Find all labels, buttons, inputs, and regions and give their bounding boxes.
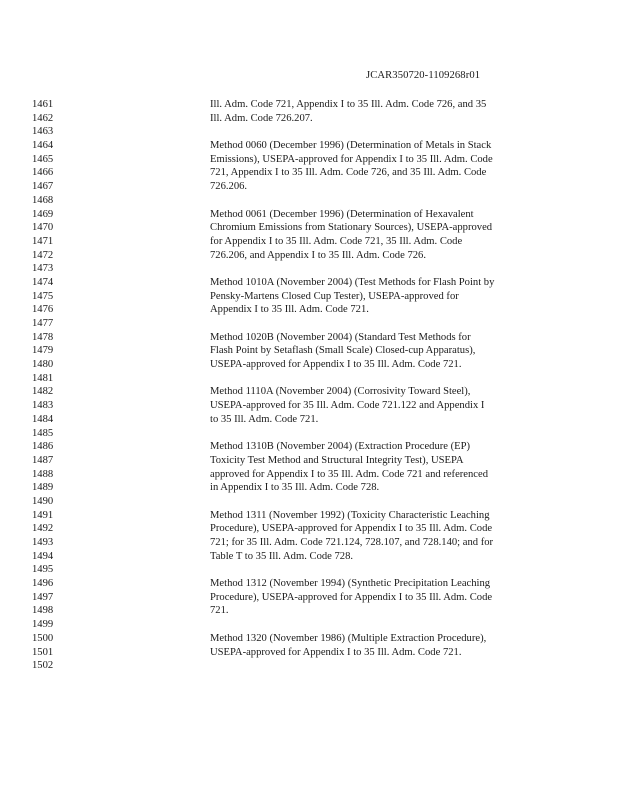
- line-number: 1497: [32, 591, 54, 603]
- line-text: Table T to 35 Ill. Adm. Code 728.: [210, 550, 354, 562]
- document-line: [0, 495, 618, 509]
- line-text: Method 1320 (November 1986) (Multiple Extraction Procedure),: [210, 632, 487, 644]
- line-text: 721; for 35 Ill. Adm. Code 721.124, 728.107, and 728.140; and for: [210, 537, 494, 548]
- line-number: 1462: [32, 112, 54, 124]
- document-line: [0, 427, 618, 441]
- line-text: 726.206.: [210, 181, 248, 193]
- document-line: [0, 646, 618, 660]
- document-line: [0, 659, 618, 673]
- line-number: 1486: [32, 441, 54, 453]
- line-number: 1463: [32, 126, 54, 138]
- document-line: [0, 249, 618, 263]
- line-text: 721.: [210, 605, 229, 617]
- line-number: 1496: [32, 578, 54, 590]
- line-text: Method 1110A (November 2004) (Corrosivity Toward Steel),: [210, 386, 471, 398]
- document-line: [0, 454, 618, 468]
- line-text: Toxicity Test Method and Structural Integrity Test), USEPA: [210, 454, 464, 466]
- line-text: to 35 Ill. Adm. Code 721.: [210, 413, 319, 425]
- line-number: 1485: [32, 427, 54, 439]
- line-text: Method 0060 (December 1996) (Determination of Metals in Stack: [210, 140, 492, 152]
- line-number: 1481: [32, 372, 54, 384]
- line-number: 1465: [32, 153, 54, 165]
- document-line: [0, 221, 618, 235]
- document-line: [0, 153, 618, 167]
- line-number: 1472: [32, 249, 54, 261]
- document-line: [0, 385, 618, 399]
- document-line: [0, 331, 618, 345]
- line-text: in Appendix I to 35 Ill. Adm. Code 728.: [210, 482, 380, 494]
- line-number: 1477: [32, 318, 54, 329]
- document-line: [0, 290, 618, 304]
- document-line: [0, 194, 618, 208]
- line-text: Flash Point by Setaflash (Small Scale) Closed-cup Apparatus),: [210, 345, 476, 357]
- document-line: [0, 303, 618, 317]
- line-number: 1502: [32, 660, 54, 672]
- line-number: 1501: [32, 646, 54, 658]
- line-number: 1474: [32, 276, 54, 288]
- line-number: 1473: [32, 263, 54, 275]
- line-number: 1478: [32, 331, 54, 343]
- document-line: [0, 536, 618, 550]
- line-number: 1480: [32, 359, 54, 371]
- line-text: USEPA-approved for Appendix I to 35 Ill. Adm. Code 721.: [210, 646, 462, 658]
- line-text: Method 1311 (November 1992) (Toxicity Characteristic Leaching: [210, 509, 490, 521]
- document-line: [0, 372, 618, 386]
- line-number: 1461: [32, 99, 54, 110]
- line-text: Ill. Adm. Code 721, Appendix I to 35 Ill. Adm. Code 726, and 35: [210, 99, 487, 110]
- line-number: 1468: [32, 194, 54, 206]
- document-line: [0, 98, 618, 112]
- line-number: 1487: [32, 454, 54, 466]
- line-text: for Appendix I to 35 Ill. Adm. Code 721, 35 Ill. Adm. Code: [210, 235, 463, 247]
- document-line: [0, 413, 618, 427]
- document-line: [0, 563, 618, 577]
- document-line: [0, 180, 618, 194]
- line-text: approved for Appendix I to 35 Ill. Adm. Code 721 and referenced: [210, 468, 489, 480]
- line-text: Pensky-Martens Closed Cup Tester), USEPA-approved for: [210, 290, 459, 302]
- line-text: Method 1010A (November 2004) (Test Methods for Flash Point by: [210, 276, 495, 288]
- line-text: Procedure), USEPA-approved for Appendix I to 35 Ill. Adm. Code: [210, 523, 493, 535]
- numbered-lines: [0, 98, 618, 673]
- document-line: [0, 550, 618, 564]
- document-line: [0, 481, 618, 495]
- line-number: 1484: [32, 413, 54, 425]
- line-number: 1466: [32, 167, 54, 179]
- document-line: [0, 276, 618, 290]
- document-line: [0, 125, 618, 139]
- document-line: [0, 440, 618, 454]
- document-line: [0, 235, 618, 249]
- line-number: 1467: [32, 181, 54, 193]
- line-number: 1491: [32, 509, 54, 521]
- line-number: 1498: [32, 605, 54, 617]
- document-line: [0, 468, 618, 482]
- document-line: [0, 344, 618, 358]
- line-number: 1499: [32, 619, 54, 631]
- document-line: [0, 399, 618, 413]
- line-number: 1470: [32, 222, 54, 234]
- line-number: 1469: [32, 208, 54, 220]
- document-line: [0, 208, 618, 222]
- line-text: Procedure), USEPA-approved for Appendix I to 35 Ill. Adm. Code: [210, 591, 493, 603]
- document-line: [0, 522, 618, 536]
- line-number: 1476: [32, 304, 54, 316]
- document-line: [0, 591, 618, 605]
- line-text: Emissions), USEPA-approved for Appendix I to 35 Ill. Adm. Code: [210, 153, 493, 165]
- line-number: 1471: [32, 235, 54, 247]
- line-number: 1483: [32, 400, 54, 412]
- document-line: [0, 632, 618, 646]
- line-number: 1500: [32, 632, 54, 644]
- line-number: 1492: [32, 523, 54, 535]
- document-line: [0, 618, 618, 632]
- line-number: 1493: [32, 537, 54, 548]
- line-number: 1479: [32, 345, 54, 357]
- document-line: [0, 139, 618, 153]
- line-number: 1490: [32, 495, 54, 507]
- line-text: USEPA-approved for 35 Ill. Adm. Code 721.122 and Appendix I: [210, 400, 485, 412]
- line-text: Method 1020B (November 2004) (Standard Test Methods for: [210, 331, 471, 343]
- document-line: [0, 509, 618, 523]
- line-text: 721, Appendix I to 35 Ill. Adm. Code 726, and 35 Ill. Adm. Code: [210, 167, 487, 179]
- line-number: 1482: [32, 386, 54, 398]
- document-line: [0, 358, 618, 372]
- line-text: Chromium Emissions from Stationary Sources), USEPA-approved: [210, 222, 493, 234]
- line-text: Method 1312 (November 1994) (Synthetic Precipitation Leaching: [210, 578, 491, 590]
- line-number: 1464: [32, 140, 54, 152]
- line-text: Method 0061 (December 1996) (Determination of Hexavalent: [210, 208, 474, 220]
- document-line: [0, 577, 618, 591]
- line-number: 1495: [32, 564, 54, 576]
- line-text: Ill. Adm. Code 726.207.: [210, 112, 313, 124]
- line-text: Appendix I to 35 Ill. Adm. Code 721.: [210, 304, 369, 316]
- line-text: USEPA-approved for Appendix I to 35 Ill. Adm. Code 721.: [210, 359, 462, 371]
- line-number: 1475: [32, 290, 54, 302]
- document-line: [0, 262, 618, 276]
- line-text: Method 1310B (November 2004) (Extraction Procedure (EP): [210, 441, 471, 453]
- document-line: [0, 112, 618, 126]
- line-number: 1494: [32, 550, 54, 562]
- document-header: JCAR350720-1109268r01: [366, 70, 481, 81]
- line-number: 1488: [32, 468, 54, 480]
- document-line: [0, 166, 618, 180]
- document-line: [0, 604, 618, 618]
- line-number: 1489: [32, 482, 54, 494]
- document-line: [0, 317, 618, 331]
- line-text: 726.206, and Appendix I to 35 Ill. Adm. Code 726.: [210, 249, 426, 261]
